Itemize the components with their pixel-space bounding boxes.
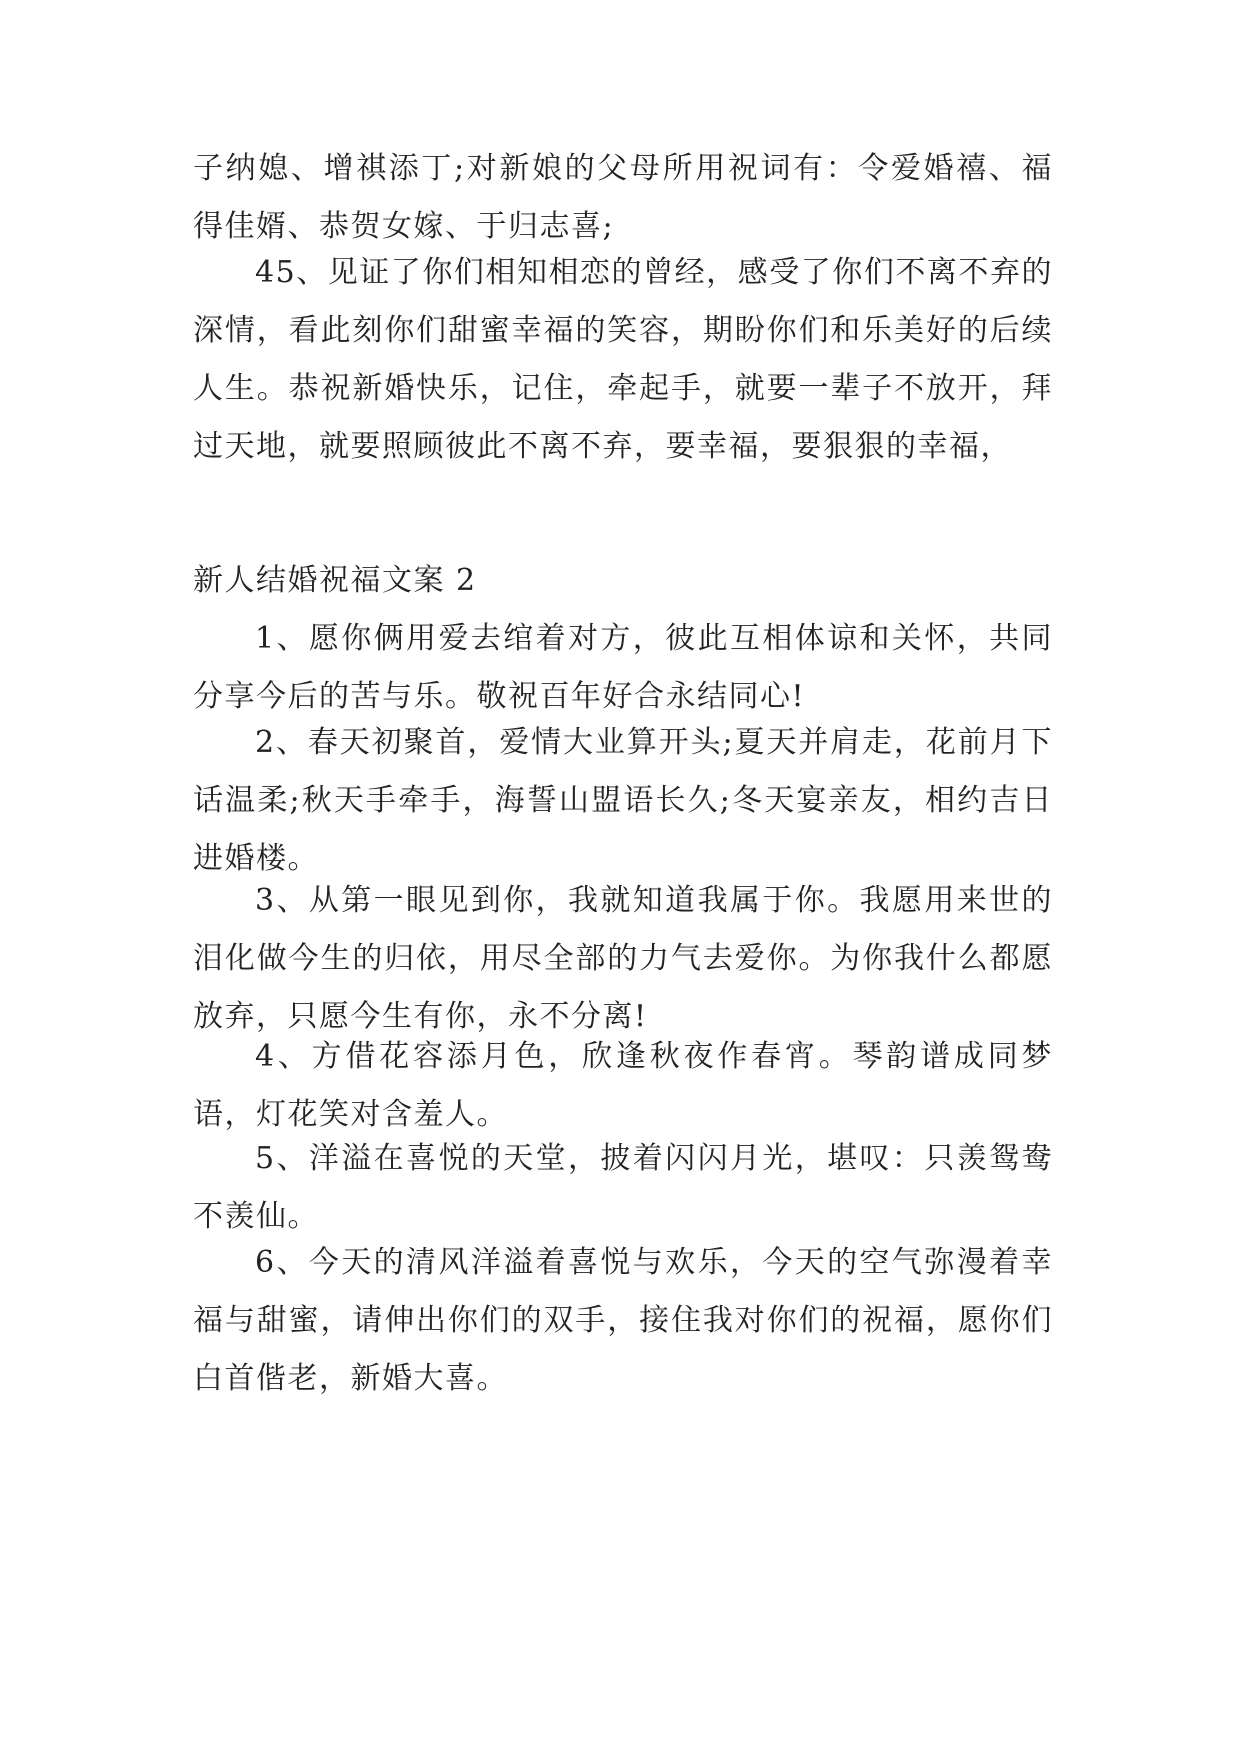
paragraph-4: [193, 1028, 1053, 1144]
paragraph-1: [193, 610, 1053, 726]
paragraph-text: 子纳媳、增祺添丁;对新娘的父母所用祝词有：令爱婚禧、福得佳婿、恭贺女嫁、于归志喜;: [193, 151, 1053, 244]
paragraph-2: [193, 714, 1053, 888]
section-title: 新人结婚祝福文案 2: [193, 563, 477, 598]
paragraph-text: 6、今天的清风洋溢着喜悦与欢乐，今天的空气弥漫着幸福与甜蜜，请伸出你们的双手，接住我对你们的祝福，愿你们白首偕老，新婚大喜。: [193, 1245, 1053, 1396]
paragraph-5: [193, 1130, 1053, 1246]
paragraph-text: 1、愿你俩用爱去绾着对方，彼此互相体谅和关怀，共同分享今后的苦与乐。敬祝百年好合永结同心!: [193, 621, 1053, 714]
paragraph-6: [193, 1234, 1053, 1408]
paragraph-45: [193, 244, 1053, 476]
paragraph-text: 3、从第一眼见到你，我就知道我属于你。我愿用来世的泪化做今生的归依，用尽全部的力气去爱你。为你我什么都愿放弃，只愿今生有你，永不分离!: [193, 883, 1053, 1034]
paragraph-text: 2、春天初聚首，爱情大业算开头;夏天并肩走，花前月下话温柔;秋天手牵手，海誓山盟语长久;冬天宴亲友，相约吉日进婚楼。: [193, 725, 1053, 876]
paragraph-text: 4、方借花容添月色，欣逢秋夜作春宵。琴韵谱成同梦语，灯花笑对含羞人。: [193, 1039, 1053, 1132]
paragraph-3: [193, 872, 1053, 1046]
paragraph-text: 5、洋溢在喜悦的天堂，披着闪闪月光，堪叹：只羡鸳鸯不羡仙。: [193, 1141, 1053, 1234]
paragraph-text: 45、见证了你们相知相恋的曾经，感受了你们不离不弃的深情，看此刻你们甜蜜幸福的笑容，期盼你们和乐美好的后续人生。恭祝新婚快乐，记住，牵起手，就要一辈子不放开，拜过天地，就要照顾彼此不离不弃，要幸福，要狠狠的幸福，: [193, 255, 1053, 464]
paragraph-continued: [193, 140, 1053, 256]
